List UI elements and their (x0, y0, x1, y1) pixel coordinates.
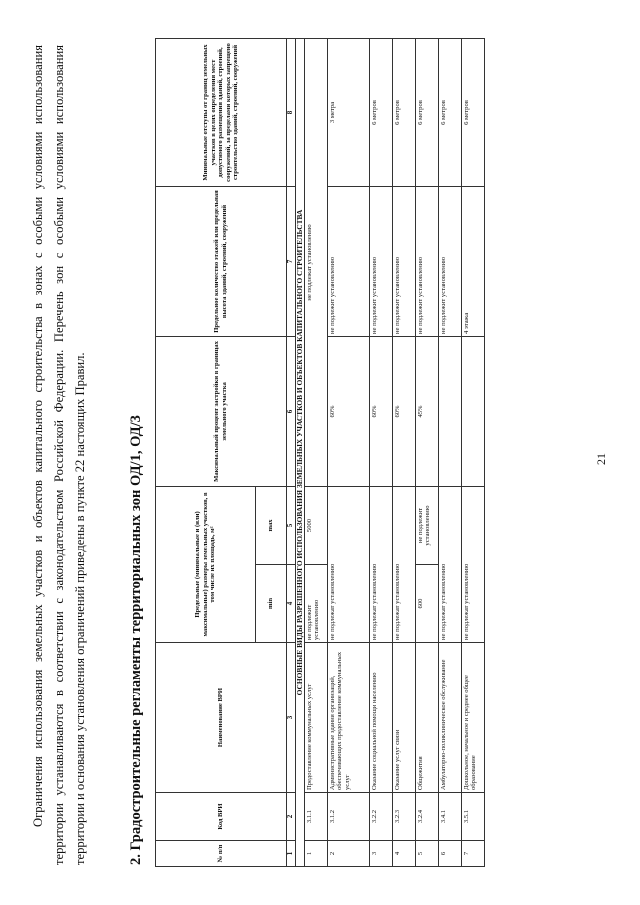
cell-size: не подлежат установлению (392, 487, 415, 643)
cell-floors: не подлежит установлению (327, 187, 369, 337)
cell-name: Оказание социальной помощи населению (369, 643, 392, 793)
section-title: ОСНОВНЫЕ ВИДЫ РАЗРЕШЕННОГО ИСПОЛЬЗОВАНИЯ ЗЕМЕЛЬНЫХ УЧАСТКОВ И ОБЪЕКТОВ КАПИТАЛЬНОГО СТРОИТЕЛЬСТВА (295, 39, 304, 867)
cell-coverage: 60% (369, 337, 392, 487)
header-floors: Предельное количество этажей или предельная высота зданий, строений, сооружений (156, 187, 287, 337)
header-coverage: Максимальный процент застройки в границах земельного участка (156, 337, 287, 487)
cell-number: 4 (392, 841, 415, 867)
cell-combined: не подлежат установлению (304, 39, 327, 487)
cell-min: 600 (415, 565, 438, 643)
cell-code: 3.4.1 (438, 793, 461, 841)
cell-code: 3.2.4 (415, 793, 438, 841)
table-row (392, 39, 415, 867)
column-numbers-row (287, 39, 296, 867)
cell-name: Оказание услуг связи (392, 643, 415, 793)
cell-setback: 6 метров (438, 39, 461, 187)
cell-code: 3.1.1 (304, 793, 327, 841)
cell-coverage: 60% (327, 337, 369, 487)
cell-number: 5 (415, 841, 438, 867)
cell-name: Дошкольное, начальное и среднее общее образование (461, 643, 484, 793)
cell-number: 2 (327, 841, 369, 867)
header-max: max (256, 487, 287, 565)
header-row (156, 39, 256, 867)
cell-floors: 4 этажа (461, 187, 484, 337)
cell-floors: не подлежит установлению (369, 187, 392, 337)
cell-code: 3.2.2 (369, 793, 392, 841)
cell-floors: не подлежит установлению (415, 187, 438, 337)
cell-setback: 6 метров (369, 39, 392, 187)
col-number: 4 (287, 565, 296, 643)
intro-paragraph: Ограничения использования земельных участков и объектов капитального строительства в зонах с особыми условиями использования территории устанавливаются в соответствии с законодательством Российской Федерации. Перечень зон с особыми условиями использования территории и основания установления ограничений приведены в пункте 22 настоящих Правил. (31, 45, 87, 865)
cell-coverage: 45% (415, 337, 438, 487)
table-row (438, 39, 461, 867)
cell-min: не подлежит установлению (304, 565, 327, 643)
col-number: 8 (287, 39, 296, 187)
cell-setback: 6 метров (461, 39, 484, 187)
header-name: Наименование ВРИ (156, 643, 287, 793)
cell-setback: 3 метра (327, 39, 369, 187)
table-row (327, 39, 369, 867)
col-number: 3 (287, 643, 296, 793)
cell-code: 3.1.2 (327, 793, 369, 841)
col-number: 7 (287, 187, 296, 337)
cell-coverage (461, 337, 484, 487)
cell-max: 5000 (304, 487, 327, 565)
cell-coverage (438, 337, 461, 487)
cell-name: Предоставление коммунальных услуг (304, 643, 327, 793)
cell-code: 3.5.1 (461, 793, 484, 841)
cell-name: Общежития (415, 643, 438, 793)
col-number: 5 (287, 487, 296, 565)
cell-code: 3.2.3 (392, 793, 415, 841)
cell-number: 7 (461, 841, 484, 867)
header-number: № п/п (156, 841, 287, 867)
cell-setback: 6 метров (415, 39, 438, 187)
col-number: 1 (287, 841, 296, 867)
cell-number: 1 (304, 841, 327, 867)
cell-max: не подлежит установлению (415, 487, 438, 565)
cell-name: Административные здания организаций, обеспечивающих предоставление коммунальных услуг (327, 643, 369, 793)
cell-name: Амбулаторно-поликлиническое обслуживание (438, 643, 461, 793)
cell-number: 3 (369, 841, 392, 867)
col-number: 2 (287, 793, 296, 841)
header-code: Код ВРИ (156, 793, 287, 841)
header-min: min (256, 565, 287, 643)
cell-setback: 6 метров (392, 39, 415, 187)
table-row (415, 39, 438, 867)
cell-size: не подлежат установлению (438, 487, 461, 643)
cell-size: не подлежат установлению (327, 487, 369, 643)
cell-size: не подлежат установлению (369, 487, 392, 643)
section-heading: 2. Градостроительные регламенты территориальных зон ОД/1, ОД/3 (128, 415, 144, 865)
table-row (461, 39, 484, 867)
cell-floors: не подлежит установлению (392, 187, 415, 337)
page-number: 21 (594, 453, 608, 465)
cell-floors: не подлежит установлению (438, 187, 461, 337)
table-row (304, 39, 327, 867)
cell-coverage: 60% (392, 337, 415, 487)
table-row (369, 39, 392, 867)
cell-number: 6 (438, 841, 461, 867)
section-row (295, 39, 304, 867)
cell-size: не подлежат установлению (461, 487, 484, 643)
header-setback: Минимальные отступы от границ земельных участков в целях определения мест допустимого размещения зданий, строений, сооружений, за пределами которых запрещено строительство зданий, строений, сооружений (156, 39, 287, 187)
header-size-group: Предельные (минимальные и (или) максимальные) размеры земельных участков, в том числе их площадь, м² (156, 487, 256, 643)
col-number: 6 (287, 337, 296, 487)
regulations-table (155, 38, 485, 867)
